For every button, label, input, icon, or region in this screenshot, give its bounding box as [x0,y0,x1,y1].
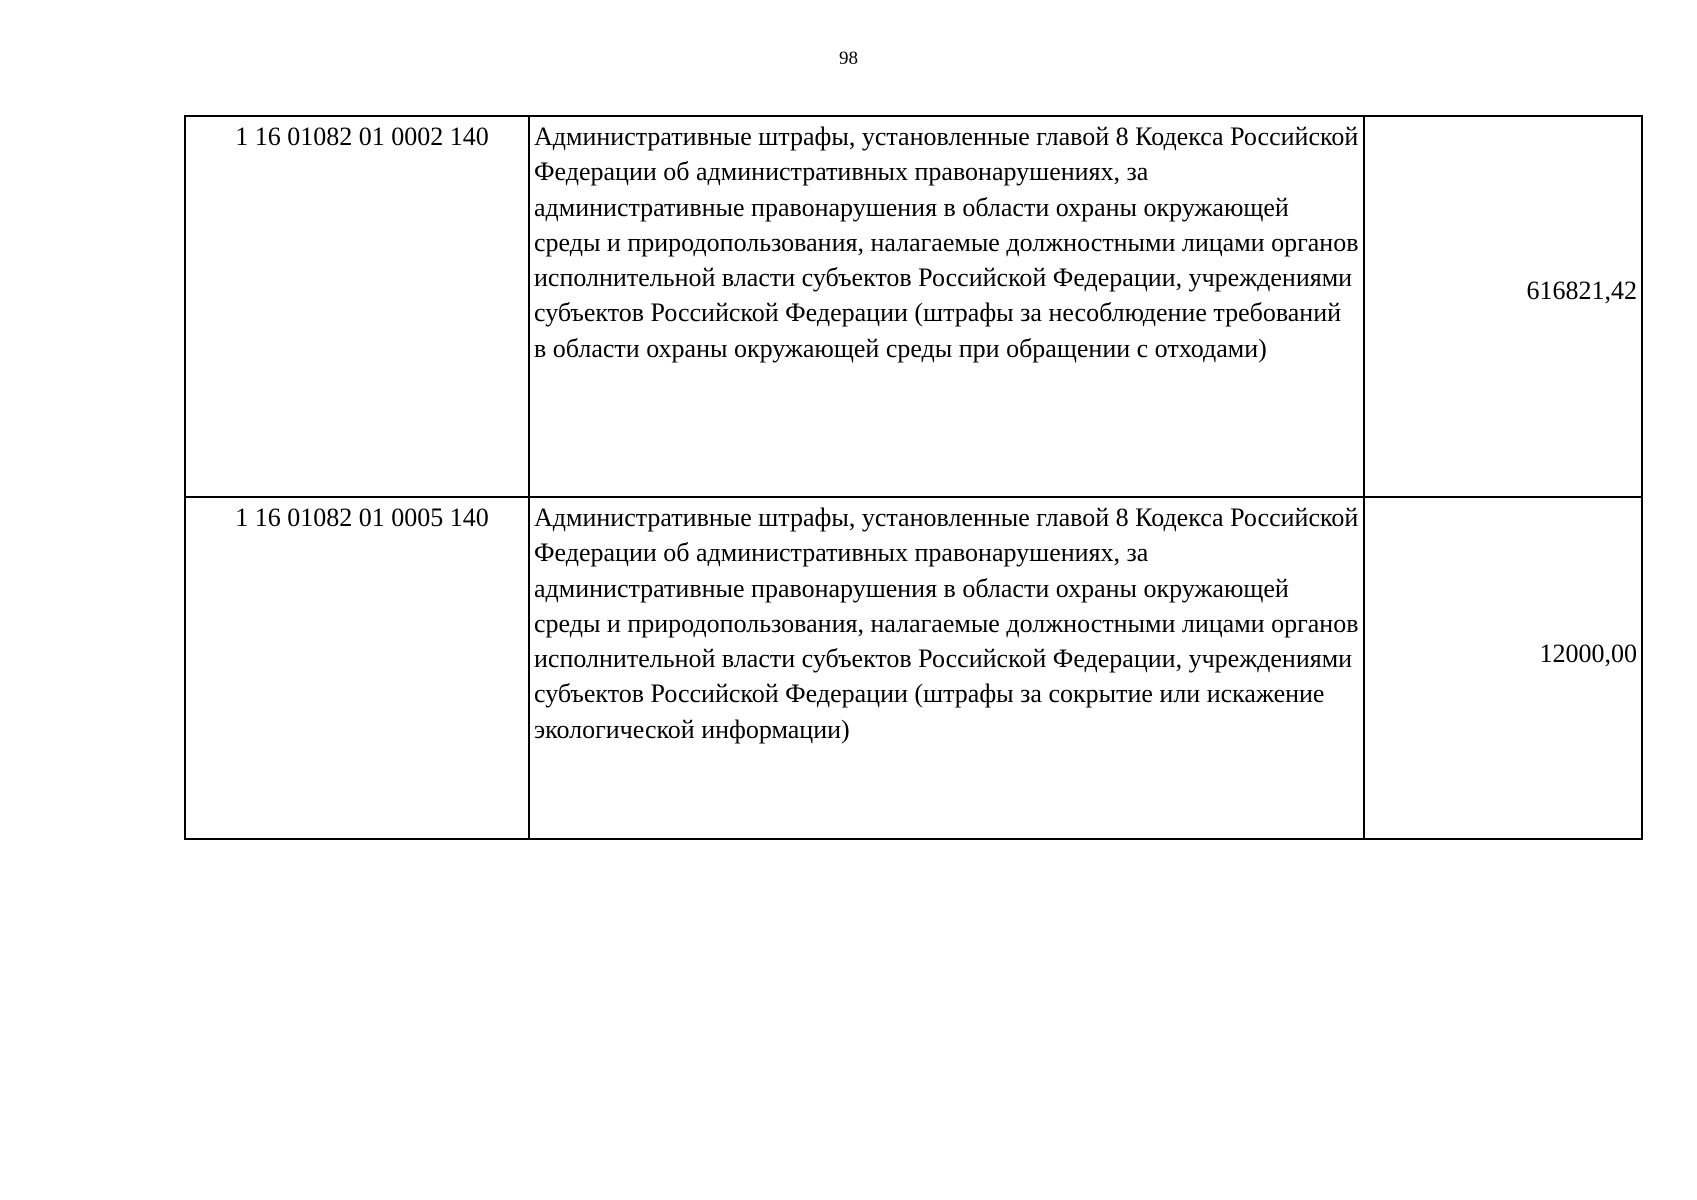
table-row [185,116,1642,497]
budget-code-cell [185,116,529,497]
description-cell: Административные штрафы, установленные главой 8 Кодекса Российской Федерации об административных правонарушениях, за административные правонарушения в области охраны окружающей среды и природопользования, налагаемые должностными лицами органов исполнительной власти субъектов Российской Федерации, учреждениями субъектов Российской Федерации (штрафы за несоблюдение требований в области охраны окружающей среды при обращении с отходами) [529,116,1364,497]
revenue-table [184,115,1643,840]
page-number: 98 [839,48,858,69]
budget-code: 1 16 01082 01 0005 140 [235,503,489,532]
amount-value: 12000,00 [1539,639,1637,669]
budget-code: 1 16 01082 01 0002 140 [235,122,489,151]
description-cell: Административные штрафы, установленные главой 8 Кодекса Российской Федерации об административных правонарушениях, за административные правонарушения в области охраны окружающей среды и природопользования, налагаемые должностными лицами органов исполнительной власти субъектов Российской Федерации, учреждениями субъектов Российской Федерации (штрафы за сокрытие или искажение экологической информации) [529,497,1364,839]
table-row [185,497,1642,839]
amount-cell [1364,116,1642,497]
amount-value: 616821,42 [1526,275,1637,305]
amount-cell [1364,497,1642,839]
budget-code-cell [185,497,529,839]
